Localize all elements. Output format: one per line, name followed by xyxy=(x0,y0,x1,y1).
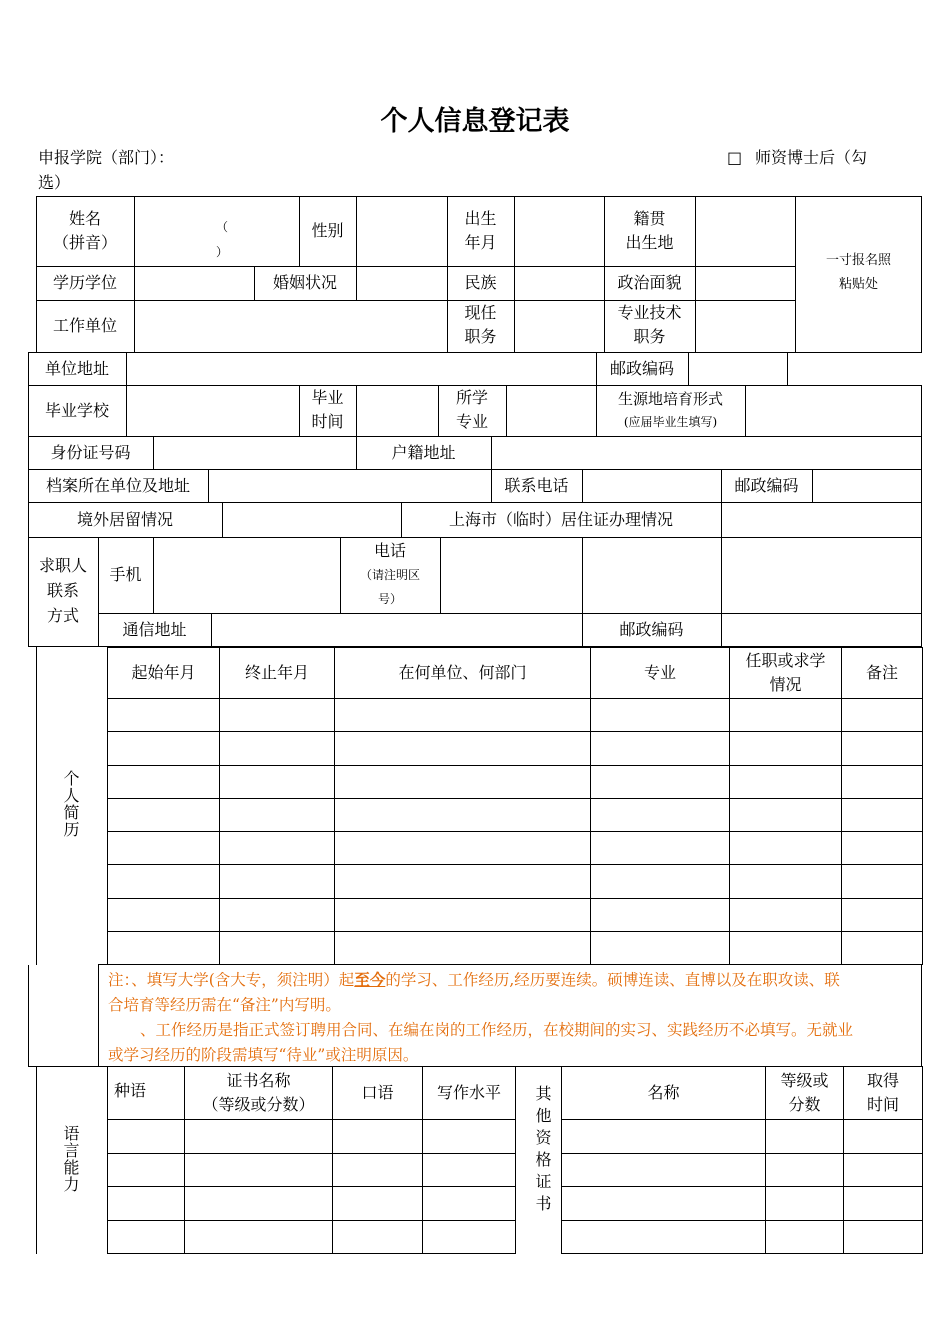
gender-label: 性别 xyxy=(311,221,344,240)
tel-note: （请注明区 xyxy=(359,568,420,582)
other-cert-level-header: 等级或 分数 xyxy=(766,1067,844,1120)
resume-table xyxy=(107,647,923,965)
other-cert-date-header: 取得 时间 xyxy=(844,1067,923,1120)
resume-header-major: 专业 xyxy=(591,648,730,699)
grad-label-2: 时间 xyxy=(311,412,344,431)
birthplace-label: 出生地 xyxy=(625,233,674,252)
table-row xyxy=(108,765,923,798)
other-cert-side-label: 其他资格证书 xyxy=(533,1085,552,1217)
lang-header: 种语 xyxy=(108,1067,185,1120)
workunit-label: 工作单位 xyxy=(52,316,117,335)
table-row xyxy=(108,931,923,964)
tel-label: 电话 xyxy=(373,541,406,560)
postcode-label: 邮政编码 xyxy=(609,359,674,378)
table-row xyxy=(108,699,923,732)
cert-header: 证书名称 （等级或分数） xyxy=(185,1067,333,1120)
position-label-2: 职务 xyxy=(464,327,497,346)
archive-label: 档案所在单位及地址 xyxy=(45,476,190,495)
tel-note-2: 号） xyxy=(377,592,402,606)
other-cert-name-header: 名称 xyxy=(562,1067,766,1120)
ethnic-label: 民族 xyxy=(464,273,497,292)
unit-address-label: 单位地址 xyxy=(44,359,109,378)
resume-header-end: 终止年月 xyxy=(220,648,335,699)
resume-header-remark: 备注 xyxy=(842,648,923,699)
table-row xyxy=(108,898,923,931)
idcard-label: 身份证号码 xyxy=(50,443,131,462)
postdoc-label-cont: 选） xyxy=(38,173,71,192)
postcode2-label: 邮政编码 xyxy=(734,476,799,495)
abroad-label: 境外居留情况 xyxy=(76,510,173,529)
major-label: 所学 xyxy=(455,388,488,407)
resume-header-status: 任职或求学情况 xyxy=(730,648,842,699)
photo-box xyxy=(795,196,922,353)
oral-header: 口语 xyxy=(333,1067,423,1120)
title-label-2: 职务 xyxy=(633,327,666,346)
marital-label: 婚姻状况 xyxy=(272,273,337,292)
table-row xyxy=(562,1120,923,1154)
table-row xyxy=(562,1153,923,1187)
name-label: 姓名 xyxy=(68,209,101,228)
mobile-label: 手机 xyxy=(109,565,142,584)
table-row xyxy=(108,865,923,898)
contact-label: 求职人 xyxy=(38,556,87,575)
school-label: 毕业学校 xyxy=(44,401,109,420)
resume-note: 注：、填写大学(含大专，须注明）起至今的学习、工作经历,经历要连续。硕博连读、直博以及在职攻读、联 合培育等经历需在“备注”内写明。 、工作经历是指正式签订聘用合同、在编在岗的工作经历，在校期间的实习、实践经历不必填写。无就业 或学习经历的阶段需填写“待业”或注明原因。 xyxy=(108,970,854,1064)
table-row xyxy=(108,798,923,831)
resume-side-label: 个人简历 xyxy=(61,770,80,838)
table-row xyxy=(562,1220,923,1254)
postdoc-label: 师资博士后（勾 xyxy=(755,148,868,167)
page-title: 个人信息登记表 xyxy=(380,106,570,137)
birth-label-2: 年月 xyxy=(464,233,497,252)
hukou-label: 户籍地址 xyxy=(391,443,456,462)
political-label: 政治面貌 xyxy=(617,273,682,292)
birth-label: 出生 xyxy=(464,209,497,228)
contact-label-2: 联系 xyxy=(46,581,79,600)
residence-label: 上海市（临时）居住证办理情况 xyxy=(448,510,673,529)
mail-address-label: 通信地址 xyxy=(122,620,187,639)
position-label: 现任 xyxy=(464,303,497,322)
contact-label-3: 方式 xyxy=(46,606,79,625)
paren-close: ） xyxy=(216,245,229,259)
resume-header-start: 起始年月 xyxy=(108,648,220,699)
college-label: 申报学院（部门）： xyxy=(38,148,175,167)
language-table xyxy=(107,1066,516,1254)
source-label: 生源地培育形式 xyxy=(617,390,723,408)
postcode3-label: 邮政编码 xyxy=(619,620,684,639)
write-header: 写作水平 xyxy=(423,1067,516,1120)
table-row xyxy=(108,1220,516,1254)
paren-open: （ xyxy=(216,220,229,234)
language-side-label: 语言能力 xyxy=(61,1125,80,1193)
table-row xyxy=(108,832,923,865)
other-cert-table xyxy=(561,1066,923,1254)
native-label: 籍贯 xyxy=(633,209,666,228)
photo-label: 一寸报名照 xyxy=(825,253,891,268)
phone-label: 联系电话 xyxy=(504,476,569,495)
source-note: (应届毕业生填写) xyxy=(623,415,718,429)
resume-header-unit: 在何单位、何部门 xyxy=(335,648,591,699)
table-row xyxy=(108,732,923,765)
table-row xyxy=(108,1187,516,1221)
postdoc-checkbox[interactable]: □ xyxy=(727,148,743,167)
table-row xyxy=(108,1153,516,1187)
table-row xyxy=(108,1120,516,1154)
table-row xyxy=(562,1187,923,1221)
photo-label-2: 粘贴处 xyxy=(838,277,878,292)
grad-label: 毕业 xyxy=(311,388,344,407)
name-pinyin-label: （拼音） xyxy=(52,233,117,252)
title-label: 专业技术 xyxy=(617,303,682,322)
degree-label: 学历学位 xyxy=(52,273,117,292)
major-label-2: 专业 xyxy=(455,412,488,431)
note-emphasis: 至今 xyxy=(354,970,386,989)
